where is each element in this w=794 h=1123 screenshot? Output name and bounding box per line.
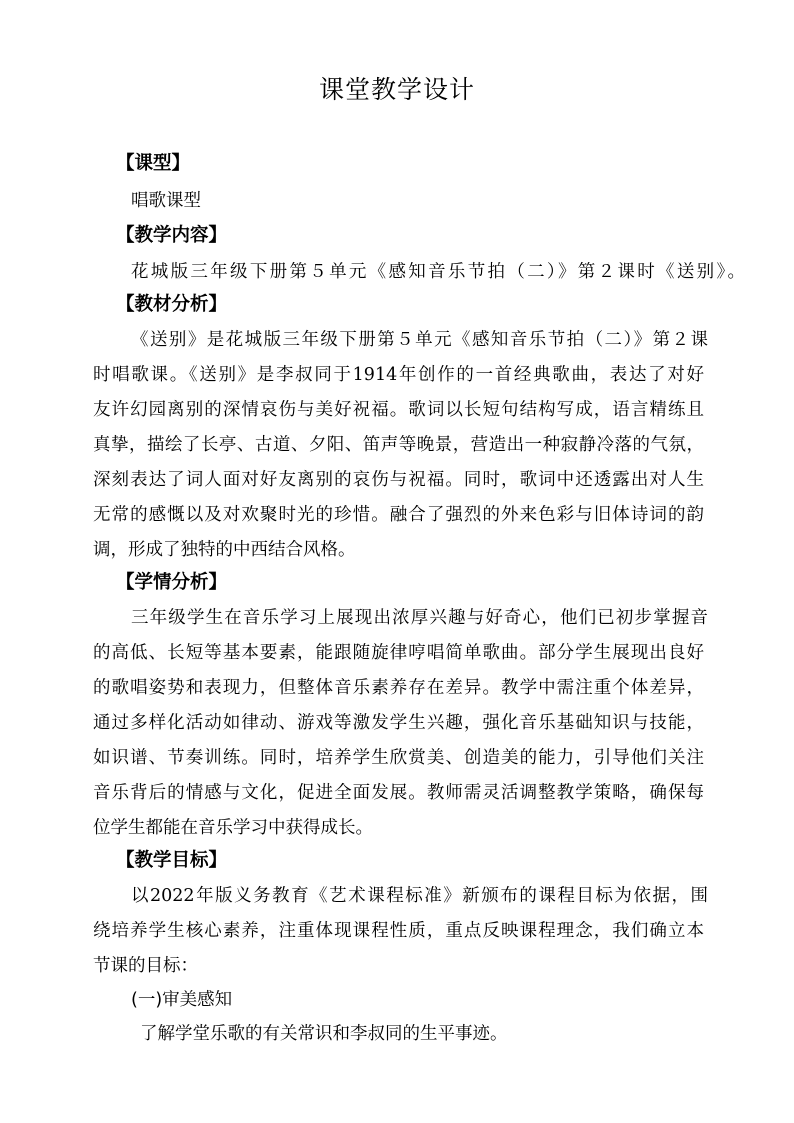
section-heading-goals: 【教学目标】 bbox=[116, 850, 228, 871]
paragraph-line: 绕培养学生核心素养，注重体现课程性质，重点反映课程理念，我们确立本 bbox=[93, 921, 704, 941]
paragraph-line: 花城版三年级下册第５单元《感知音乐节拍（二）》第２课时《送别》。 bbox=[131, 262, 745, 282]
paragraph-line: 友许幻园离别的深情哀伤与美好祝福。歌词以长短句结构写成，语言精练且 bbox=[93, 400, 704, 420]
paragraph-line: 真挚，描绘了长亭、古道、夕阳、笛声等晚景，营造出一种寂静冷落的气氛， bbox=[93, 435, 704, 455]
section-heading-textbook: 【教材分析】 bbox=[116, 294, 228, 315]
section-heading-students: 【学情分析】 bbox=[116, 572, 228, 593]
paragraph-line: 如识谱、节奏训练。同时，培养学生欣赏美、创造美的能力，引导他们关注 bbox=[93, 748, 704, 768]
subsection-heading-aesthetic: (一)审美感知 bbox=[131, 990, 233, 1010]
paragraph-line: 以2022年版义务教育《艺术课程标准》新颁布的课程目标为依据，围 bbox=[131, 886, 708, 906]
paragraph-line: 通过多样化活动如律动、游戏等激发学生兴趣，强化音乐基础知识与技能， bbox=[93, 713, 704, 733]
paragraph-line: 时唱歌课。《送别》是李叔同于1914年创作的一首经典歌曲，表达了对好 bbox=[93, 365, 704, 385]
paragraph-line: 深刻表达了词人面对好友离别的哀伤与祝福。同时，歌词中还透露出对人生 bbox=[93, 470, 704, 490]
paragraph-line: 了解学堂乐歌的有关常识和李叔同的生平事迹。 bbox=[140, 1024, 508, 1044]
paragraph-line: 《送别》是花城版三年级下册第５单元《感知音乐节拍（二）》第２课 bbox=[131, 330, 708, 350]
paragraph-line: 的歌唱姿势和表现力，但整体音乐素养存在差异。教学中需注重个体差异， bbox=[93, 678, 704, 698]
paragraph-line: 无常的感慨以及对欢聚时光的珍惜。融合了强烈的外来色彩与旧体诗词的韵 bbox=[93, 505, 704, 525]
paragraph-line: 的高低、长短等基本要素，能跟随旋律哼唱简单歌曲。部分学生展现出良好 bbox=[93, 643, 704, 663]
section-heading-type: 【课型】 bbox=[116, 153, 191, 174]
paragraph-line: 位学生都能在音乐学习中获得成长。 bbox=[93, 818, 373, 838]
paragraph-line: 音乐背后的情感与文化，促进全面发展。教师需灵活调整教学策略，确保每 bbox=[93, 783, 704, 803]
paragraph-line: 节课的目标： bbox=[93, 956, 198, 976]
section-heading-content: 【教学内容】 bbox=[116, 225, 228, 246]
page-title: 课堂教学设计 bbox=[318, 75, 475, 104]
paragraph-line: 调，形成了独特的中西结合风格。 bbox=[93, 540, 356, 560]
paragraph-line: 三年级学生在音乐学习上展现出浓厚兴趣与好奇心，他们已初步掌握音 bbox=[131, 608, 708, 628]
paragraph-line: 唱歌课型 bbox=[131, 191, 201, 211]
